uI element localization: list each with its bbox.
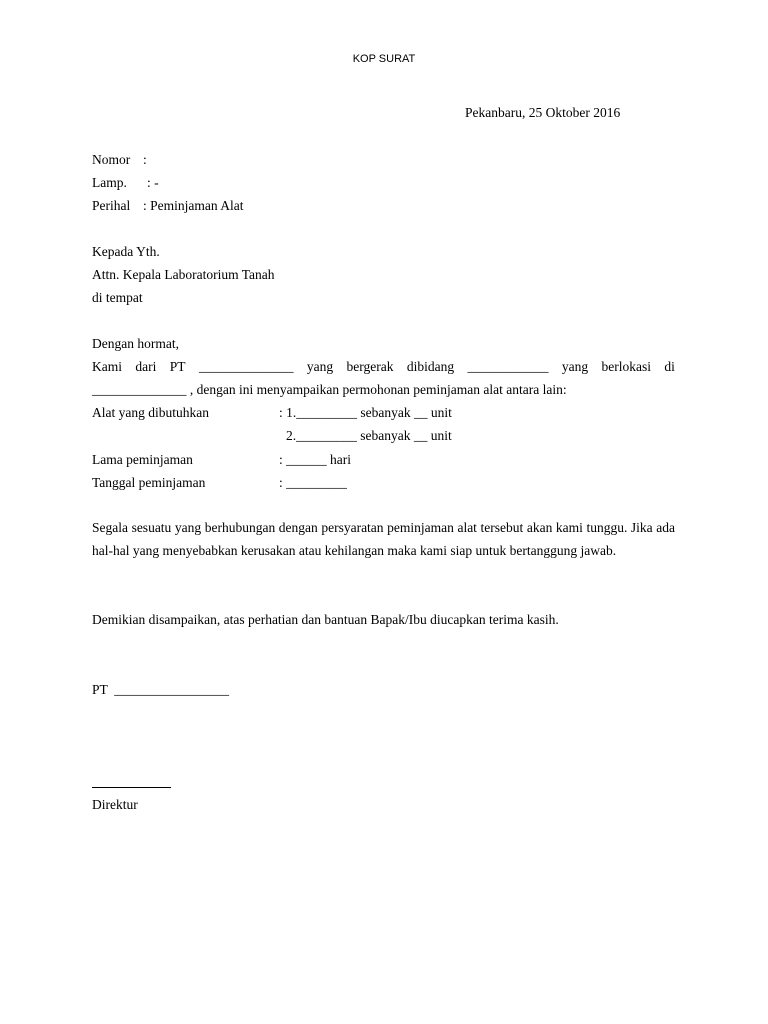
- intro-word: Kami: [92, 359, 122, 374]
- place-date: Pekanbaru, 25 Oktober 2016: [465, 105, 621, 120]
- company-line: PT _________________: [92, 682, 230, 697]
- alat-label: Alat yang dibutuhkan: [92, 405, 209, 420]
- tanggal-label: Tanggal peminjaman: [92, 475, 206, 490]
- intro-word: yang: [561, 359, 589, 374]
- recipient-line-1: Kepada Yth.: [92, 244, 160, 259]
- intro-word: berlokasi: [601, 359, 652, 374]
- intro-blank: ______________: [198, 359, 294, 374]
- intro-line-1: [92, 359, 675, 375]
- recipient-line-3: di tempat: [92, 290, 143, 305]
- perihal-label: Perihal: [92, 198, 131, 213]
- alat-item-2: 2._________ sebanyak __ unit: [286, 428, 452, 443]
- perihal-value: : Peminjaman Alat: [143, 198, 244, 213]
- intro-word: bergerak: [346, 359, 394, 374]
- intro-word: di: [664, 359, 675, 374]
- recipient-line-2: Attn. Kepala Laboratorium Tanah: [92, 267, 275, 282]
- signatory-title: Direktur: [92, 797, 138, 812]
- intro-word: dari: [135, 359, 157, 374]
- nomor-value: :: [143, 152, 147, 167]
- signature-line: [92, 787, 171, 788]
- intro-word: dibidang: [406, 359, 455, 374]
- lamp-value: : -: [147, 175, 159, 190]
- intro-word: yang: [306, 359, 334, 374]
- greeting: Dengan hormat,: [92, 336, 179, 351]
- lamp-label: Lamp.: [92, 175, 127, 190]
- tanggal-value: : _________: [279, 475, 347, 490]
- letterhead: KOP SURAT: [352, 53, 416, 65]
- closing-paragraph: Demikian disampaikan, atas perhatian dan bantuan Bapak/Ibu diucapkan terima kasih.: [92, 612, 559, 627]
- paragraph-conditions: Segala sesuatu yang berhubungan dengan persyaratan peminjaman alat tersebut akan kami tunggu. Jika ada hal-hal yang menyebabkan kerusakan atau kehilangan maka kami siap untuk bertanggung jawab.: [92, 520, 675, 558]
- nomor-label: Nomor: [92, 152, 131, 167]
- intro-word: PT: [169, 359, 186, 374]
- intro-blank: ____________: [467, 359, 549, 374]
- alat-item-1: : 1._________ sebanyak __ unit: [279, 405, 452, 420]
- intro-line-2: ______________ , dengan ini menyampaikan permohonan peminjaman alat antara lain:: [92, 382, 567, 397]
- lama-label: Lama peminjaman: [92, 452, 193, 467]
- lama-value: : ______ hari: [279, 452, 351, 467]
